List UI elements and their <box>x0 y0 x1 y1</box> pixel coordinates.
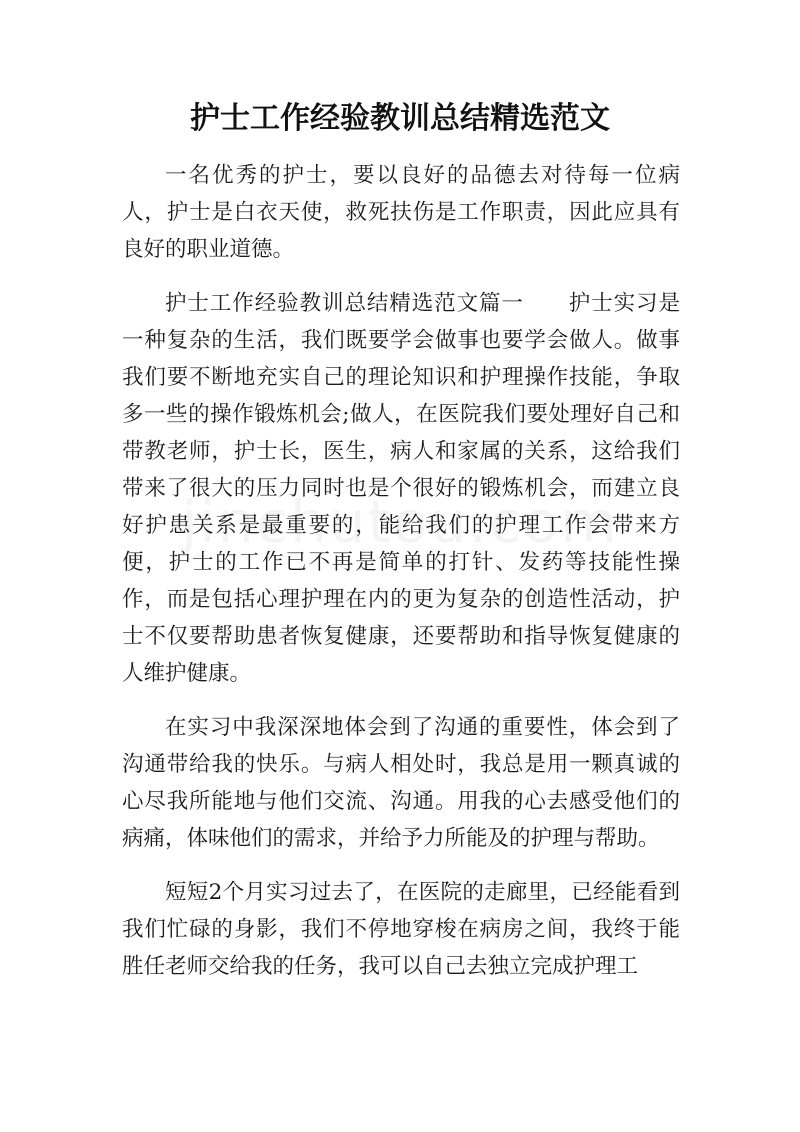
paragraph-section-one: 护士工作经验教训总结精选范文篇一 护士实习是一种复杂的生活，我们既要学会做事也要学会做人。做事我们要不断地充实自己的理论知识和护理操作技能，争取多一些的操作锻炼机会;做人，在医院我们要处理好自己和带教老师，护士长，医生，病人和家属的关系，这给我们带来了很大的压力同时也是个很好的锻炼机会，而建立良好护患关系是最重要的，能给我们的护理工作会带来方便，护士的工作已不再是简单的打针、发药等技能性操作，而是包括心理护理在内的更为复杂的创造性活动，护士不仅要帮助患者恢复健康，还要帮助和指导恢复健康的人维护健康。 <box>122 291 680 686</box>
paragraph-communication: 在实习中我深深地体会到了沟通的重要性，体会到了沟通带给我的快乐。与病人相处时，我总是用一颗真诚的心尽我所能地与他们交流、沟通。用我的心去感受他们的病痛，体味他们的需求，并给予力所能及的护理与帮助。 <box>122 715 680 851</box>
document-title: 护士工作经验教训总结精选范文 <box>190 101 610 136</box>
document-body <box>122 157 680 1002</box>
paragraph-two-months: 短短2个月实习过去了，在医院的走廊里，已经能看到我们忙碌的身影，我们不停地穿梭在病房之间，我终于能胜任老师交给我的任务，我可以自己去独立完成护理工 <box>122 880 680 979</box>
paragraph-intro: 一名优秀的护士，要以良好的品德去对待每一位病人，护士是白衣天使，救死扶伤是工作职责，因此应具有良好的职业道德。 <box>122 163 680 262</box>
